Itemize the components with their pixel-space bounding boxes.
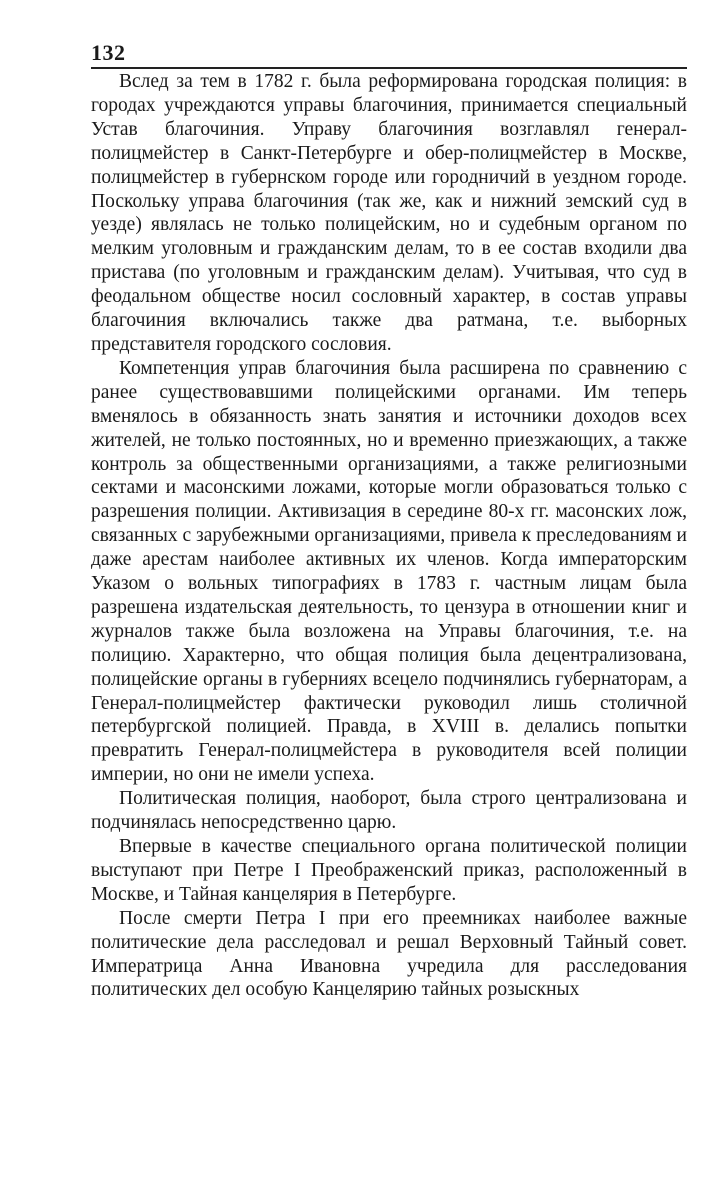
header-rule: [91, 67, 687, 69]
body-text: [91, 70, 687, 1002]
paragraph: Политическая полиция, наоборот, была строго централизована и подчинялась непосредственно царю.: [91, 788, 687, 834]
paragraph: Вслед за тем в 1782 г. была реформирована городская полиция: в городах учреждаются управы благочиния, принимается специальный Устав благочиния. Управу благочиния возглавлял генерал-полицмейстер в Санкт-Петербурге и обер-полицмейстер в Москве, полицмейстер в губернском городе или городничий в уездном городе. Поскольку управа благочиния (так же, как и нижний земский суд в уезде) являлась не только полицейским, но и судебным органом по мелким уголовным и гражданским делам, то в ее состав входили два пристава (по уголовным и гражданским делам). Учитывая, что суд в феодальном обществе носил сословный характер, в состав управы благочиния включались также два ратмана, т.е. выборных представителя городского сословия.: [91, 71, 687, 355]
paragraph: Впервые в качестве специального органа политической полиции выступают при Петре I Преображенский приказ, расположенный в Москве, и Тайная канцелярия в Петербурге.: [91, 836, 687, 905]
paragraph: Компетенция управ благочиния была расширена по сравнению с ранее существовавшими полицейскими органами. Им теперь вменялось в обязанность знать занятия и источники доходов всех жителей, не только постоянных, но и временно приезжающих, а также контроль за общественными организациями, а также религиозными сектами и масонскими ложами, которые могли образоваться только с разрешения полиции. Активизация в середине 80-х гг. масонских лож, связанных с зарубежными организациями, привела к преследованиям и даже арестам наиболее активных их членов. Когда императорским Указом о вольных типографиях в 1783 г. частным лицам была разрешена издательская деятельность, то цензура в отношении книг и журналов также была возложена на Управы благочиния, т.е. на полицию. Характерно, что общая полиция была децентрализована, полицейские органы в губерниях всецело подчинялись губернаторам, а Генерал-полицмейстер фактически руководил лишь столичной петербургской полицией. Правда, в XVIII в. делались попытки превратить Генерал-полицмейстера в руководителя всей полиции империи, но они не имели успеха.: [91, 357, 687, 786]
paragraph: После смерти Петра I при его преемниках наиболее важные политические дела расследовал и решал Верховный Тайный совет. Императрица Анна Ивановна учредила для расследования политических дел особую Канцелярию тайных розыскных: [91, 907, 687, 1001]
page-number: 132: [91, 40, 126, 65]
